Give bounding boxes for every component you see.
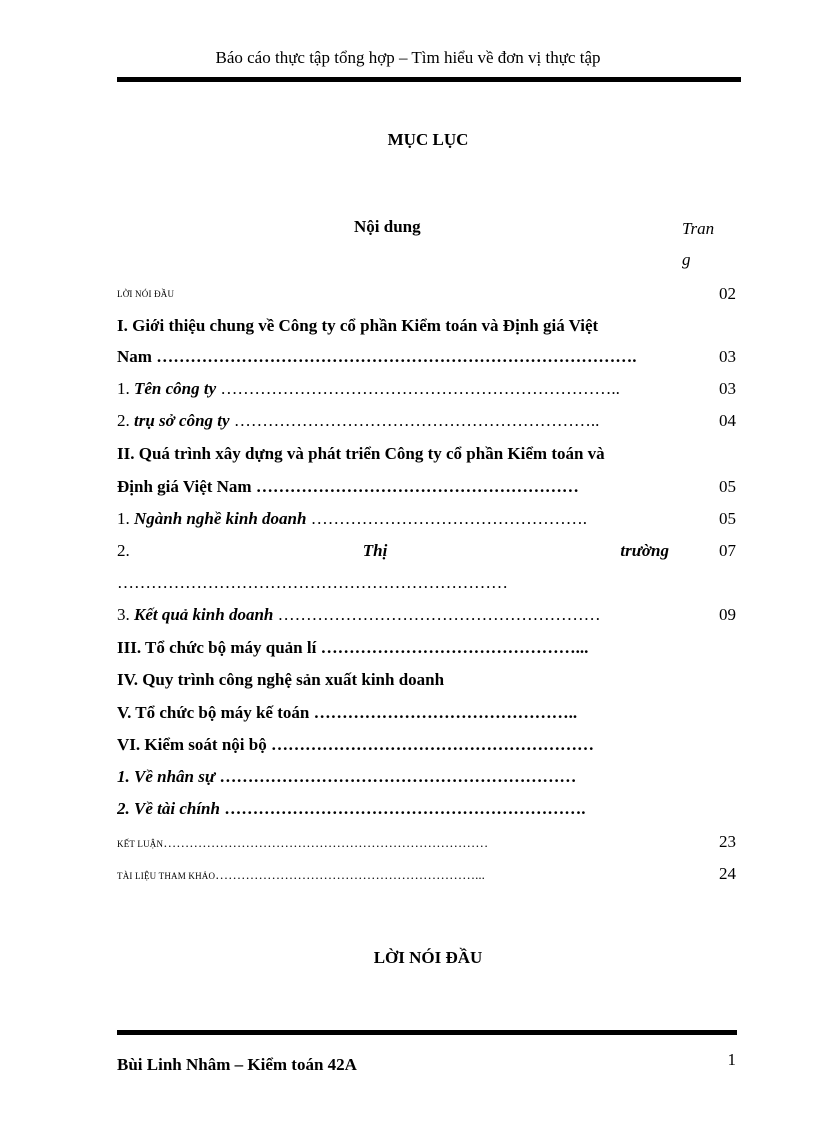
section-title: LỜI NÓI ĐẦU — [373, 948, 483, 967]
toc-entry-label: 2. Về tài chính — [117, 799, 220, 818]
toc-entry-label: Nam …………………………………………………………………………. — [117, 347, 637, 366]
toc-entry-number: 1. — [117, 379, 134, 398]
toc-entry-label: Định giá Việt Nam ………………………………………………… — [117, 477, 579, 496]
toc-entry-company-name[interactable] — [117, 378, 673, 400]
toc-page-number: 24 — [719, 864, 736, 883]
toc-column-content: Nội dung — [354, 217, 421, 236]
page-number: 1 — [727, 1050, 736, 1069]
toc-entry-label: Tên công ty — [134, 379, 217, 398]
toc-entry-label: III. Tổ chức bộ máy quản lí — [117, 638, 317, 657]
toc-entry-section-ii-cont[interactable] — [117, 476, 673, 498]
toc-entry-finance[interactable] — [117, 798, 673, 820]
toc-leader-dots: ……………………………………….. — [309, 703, 578, 722]
toc-leader-dots: ………………………………………………………. — [219, 799, 586, 818]
toc-entry-label: I. Giới thiệu chung về Công ty cổ phần Kiểm toán và Định giá Việt — [117, 316, 599, 335]
toc-entry-label: TÀI LIỆU THAM KHẢO — [117, 871, 216, 881]
toc-leader-dots: ……………………………………………………….. — [229, 411, 600, 430]
toc-entry-conclusion[interactable] — [117, 831, 673, 855]
toc-leader-dots: ………………………………………... — [316, 638, 589, 657]
toc-entry-number: 2. — [117, 541, 130, 560]
toc-entry-references[interactable] — [117, 863, 673, 887]
toc-leader-dots: …………………………………………………………… — [117, 573, 508, 592]
toc-page-number: 07 — [719, 541, 736, 560]
footer-author: Bùi Linh Nhâm – Kiểm toán 42A — [117, 1055, 357, 1074]
toc-leader-dots: ………………………………………………… — [273, 605, 601, 624]
toc-entry-preface[interactable] — [117, 281, 673, 305]
toc-leader-dots: ………………………………………………………………… — [163, 835, 489, 850]
toc-page-number: 05 — [719, 477, 736, 496]
toc-page-number: 23 — [719, 832, 736, 851]
footer-rule — [117, 1030, 737, 1035]
toc-entry-label-part1: Thị — [362, 541, 388, 560]
toc-entry-market[interactable] — [117, 540, 669, 562]
toc-entry-business-results[interactable] — [117, 604, 673, 626]
toc-page-number: 03 — [719, 347, 736, 366]
toc-page-number: 03 — [719, 379, 736, 398]
toc-leader-dots: ……………………………………………………... — [215, 867, 485, 882]
toc-entry-label: 1. Về nhân sự — [117, 767, 216, 786]
toc-entry-section-i[interactable] — [117, 315, 673, 337]
toc-entry-section-i-cont[interactable] — [117, 346, 673, 368]
toc-entry-number: 1. — [117, 509, 134, 528]
toc-page-number: 05 — [719, 509, 736, 528]
toc-page-number: 02 — [719, 284, 736, 303]
running-header: Báo cáo thực tập tổng hợp – Tìm hiểu về đơn vị thực tập — [215, 48, 601, 67]
toc-entry-label: KẾT LUẬN — [117, 839, 164, 849]
toc-column-page — [682, 213, 722, 275]
toc-entry-headquarters[interactable] — [117, 410, 673, 432]
header-rule — [117, 77, 741, 82]
toc-column-page-line1: Tran — [682, 219, 715, 238]
toc-entry-number: 2. — [117, 411, 134, 430]
toc-entry-label: LỜI NÓI ĐẦU — [117, 289, 175, 299]
toc-title: MỤC LỤC — [387, 130, 469, 149]
toc-entry-label: VI. Kiểm soát nội bộ — [117, 735, 267, 754]
toc-entry-label: Ngành nghề kinh doanh — [134, 509, 307, 528]
toc-entry-section-iii[interactable] — [117, 637, 673, 659]
toc-entry-label: IV. Quy trình công nghệ sản xuất kinh doanh — [117, 670, 445, 689]
toc-entry-label: II. Quá trình xây dựng và phát triển Công ty cổ phần Kiểm toán và — [117, 444, 605, 463]
toc-entry-section-iv[interactable] — [117, 669, 673, 691]
toc-entry-number: 3. — [117, 605, 134, 624]
toc-leader-dots: ………………………………………………… — [266, 735, 594, 754]
toc-entry-label-part2: trường — [620, 541, 669, 560]
toc-leader-dots: …………………………………………………………….. — [216, 379, 620, 398]
toc-entry-section-ii[interactable] — [117, 443, 673, 465]
toc-entry-section-v[interactable] — [117, 702, 673, 724]
toc-page-number: 09 — [719, 605, 736, 624]
toc-leader-dots: ……………………………………………………… — [215, 767, 577, 786]
toc-entry-personnel[interactable] — [117, 766, 673, 788]
toc-entry-section-vi[interactable] — [117, 734, 673, 756]
toc-column-page-line2: g — [682, 250, 691, 269]
toc-entry-label: trụ sở công ty — [134, 411, 230, 430]
toc-page-number: 04 — [719, 411, 736, 430]
toc-leader-dots: …………………………………………. — [306, 509, 587, 528]
toc-entry-business-lines[interactable] — [117, 508, 673, 530]
toc-entry-label: V. Tổ chức bộ máy kế toán — [117, 703, 310, 722]
toc-entry-label: Kết quả kinh doanh — [134, 605, 274, 624]
